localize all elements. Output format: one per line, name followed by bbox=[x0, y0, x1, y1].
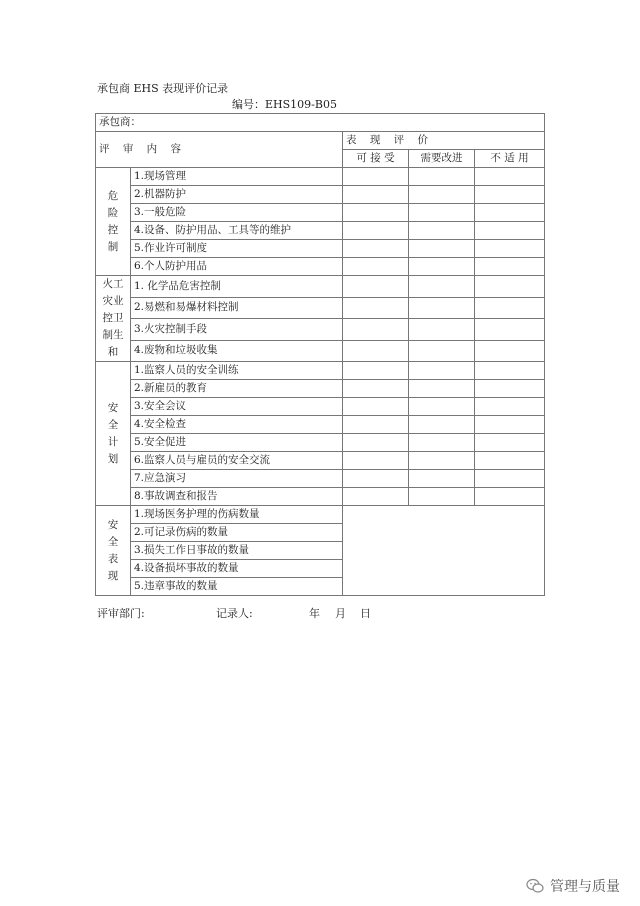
table-row bbox=[96, 186, 545, 204]
acceptable-cell[interactable] bbox=[343, 434, 409, 452]
acceptable-cell[interactable] bbox=[343, 319, 409, 341]
item-label: 2.可记录伤病的数量 bbox=[131, 524, 343, 542]
item-label: 2.机器防护 bbox=[131, 186, 343, 204]
needs-improvement-cell[interactable] bbox=[409, 434, 475, 452]
table-row bbox=[96, 362, 545, 380]
acceptable-cell[interactable] bbox=[343, 488, 409, 506]
col-acceptable: 可 接 受 bbox=[343, 150, 409, 168]
acceptable-cell[interactable] bbox=[343, 222, 409, 240]
table-row bbox=[96, 340, 545, 362]
performance-header: 表 现 评 价 bbox=[343, 132, 545, 150]
category-text: 灾业 bbox=[102, 295, 124, 307]
footer-recorder: 记录人: bbox=[216, 607, 253, 620]
acceptable-cell[interactable] bbox=[343, 186, 409, 204]
needs-improvement-cell[interactable] bbox=[409, 380, 475, 398]
acceptable-cell[interactable] bbox=[343, 204, 409, 222]
needs-improvement-cell[interactable] bbox=[409, 362, 475, 380]
not-applicable-cell[interactable] bbox=[475, 186, 545, 204]
category-text: 表 bbox=[107, 552, 119, 565]
acceptable-cell[interactable] bbox=[343, 380, 409, 398]
needs-improvement-cell[interactable] bbox=[409, 488, 475, 506]
not-applicable-cell[interactable] bbox=[475, 204, 545, 222]
not-applicable-cell[interactable] bbox=[475, 222, 545, 240]
needs-improvement-cell[interactable] bbox=[409, 168, 475, 186]
item-label: 4.设备、防护用品、工具等的维护 bbox=[131, 222, 343, 240]
section-category bbox=[96, 168, 131, 276]
acceptable-cell[interactable] bbox=[343, 362, 409, 380]
not-applicable-cell[interactable] bbox=[475, 240, 545, 258]
category-text: 全 bbox=[107, 418, 119, 431]
category-text: 火工 bbox=[102, 278, 124, 290]
col-needs-improvement: 需要改进 bbox=[409, 150, 475, 168]
item-label: 3.一般危险 bbox=[131, 204, 343, 222]
section-category bbox=[96, 362, 131, 506]
section-category bbox=[96, 276, 131, 362]
category-text: 安 bbox=[107, 518, 119, 531]
needs-improvement-cell[interactable] bbox=[409, 276, 475, 298]
needs-improvement-cell[interactable] bbox=[409, 204, 475, 222]
acceptable-cell[interactable] bbox=[343, 398, 409, 416]
item-label: 5.违章事故的数量 bbox=[131, 578, 343, 596]
item-label: 3.损失工作日事故的数量 bbox=[131, 542, 343, 560]
not-applicable-cell[interactable] bbox=[475, 297, 545, 319]
item-label: 4.安全检查 bbox=[131, 416, 343, 434]
category-text: 现 bbox=[107, 569, 119, 582]
acceptable-cell[interactable] bbox=[343, 240, 409, 258]
contractor-row bbox=[96, 114, 545, 132]
not-applicable-cell[interactable] bbox=[475, 258, 545, 276]
acceptable-cell[interactable] bbox=[343, 258, 409, 276]
not-applicable-cell[interactable] bbox=[475, 168, 545, 186]
needs-improvement-cell[interactable] bbox=[409, 470, 475, 488]
header-row-1 bbox=[96, 132, 545, 150]
table-row bbox=[96, 319, 545, 341]
section-category bbox=[96, 506, 131, 596]
not-applicable-cell[interactable] bbox=[475, 488, 545, 506]
evaluation-table bbox=[95, 113, 545, 596]
acceptable-cell[interactable] bbox=[343, 452, 409, 470]
table-row bbox=[96, 276, 545, 298]
category-text: 划 bbox=[107, 452, 119, 465]
table-row bbox=[96, 204, 545, 222]
contractor-label: 承包商： bbox=[96, 114, 545, 132]
table-row bbox=[96, 168, 545, 186]
category-text: 险 bbox=[107, 206, 119, 219]
category-text: 制 bbox=[107, 240, 119, 253]
watermark-text: 管理与质量 bbox=[550, 879, 620, 895]
item-label: 2.新雇员的教育 bbox=[131, 380, 343, 398]
needs-improvement-cell[interactable] bbox=[409, 258, 475, 276]
table-row bbox=[96, 488, 545, 506]
item-label: 8.事故调查和报告 bbox=[131, 488, 343, 506]
category-text: 控 bbox=[107, 223, 119, 236]
item-label: 3.火灾控制手段 bbox=[131, 319, 343, 341]
category-text: 安 bbox=[107, 401, 119, 414]
not-applicable-cell[interactable] bbox=[475, 434, 545, 452]
acceptable-cell[interactable] bbox=[343, 340, 409, 362]
form-title: 承包商 EHS 表现评价记录 bbox=[97, 82, 229, 95]
acceptable-cell[interactable] bbox=[343, 470, 409, 488]
not-applicable-cell[interactable] bbox=[475, 319, 545, 341]
item-label: 1.现场医务护理的伤病数量 bbox=[131, 506, 343, 524]
item-label: 3.安全会议 bbox=[131, 398, 343, 416]
item-label: 4.废物和垃圾收集 bbox=[131, 340, 343, 362]
item-label: 6.个人防护用品 bbox=[131, 258, 343, 276]
item-label: 1.现场管理 bbox=[131, 168, 343, 186]
item-label: 1.监察人员的安全训练 bbox=[131, 362, 343, 380]
needs-improvement-cell[interactable] bbox=[409, 452, 475, 470]
category-text: 全 bbox=[107, 535, 119, 548]
acceptable-cell[interactable] bbox=[343, 416, 409, 434]
category-text: 制生 bbox=[102, 329, 124, 341]
table-row bbox=[96, 258, 545, 276]
item-label: 5.安全促进 bbox=[131, 434, 343, 452]
needs-improvement-cell[interactable] bbox=[409, 398, 475, 416]
not-applicable-cell[interactable] bbox=[475, 380, 545, 398]
acceptable-cell[interactable] bbox=[343, 297, 409, 319]
footer-month: 月 bbox=[335, 607, 346, 620]
table-row bbox=[96, 222, 545, 240]
table-row bbox=[96, 297, 545, 319]
needs-improvement-cell[interactable] bbox=[409, 240, 475, 258]
needs-improvement-cell[interactable] bbox=[409, 222, 475, 240]
needs-improvement-cell[interactable] bbox=[409, 186, 475, 204]
item-label: 7.应急演习 bbox=[131, 470, 343, 488]
col-not-applicable: 不 适 用 bbox=[475, 150, 545, 168]
table-row bbox=[96, 506, 545, 524]
needs-improvement-cell[interactable] bbox=[409, 319, 475, 341]
not-applicable-cell[interactable] bbox=[475, 340, 545, 362]
not-applicable-cell[interactable] bbox=[475, 470, 545, 488]
not-applicable-cell[interactable] bbox=[475, 398, 545, 416]
needs-improvement-cell[interactable] bbox=[409, 416, 475, 434]
item-label: 6.监察人员与雇员的安全交流 bbox=[131, 452, 343, 470]
table-row bbox=[96, 380, 545, 398]
needs-improvement-cell[interactable] bbox=[409, 297, 475, 319]
merged-blank-cell bbox=[343, 506, 545, 596]
item-label: 2.易燃和易爆材料控制 bbox=[131, 297, 343, 319]
not-applicable-cell[interactable] bbox=[475, 362, 545, 380]
category-text: 和 bbox=[107, 346, 119, 358]
table-row bbox=[96, 452, 545, 470]
not-applicable-cell[interactable] bbox=[475, 416, 545, 434]
footer-year: 年 bbox=[309, 607, 320, 620]
item-label: 4.设备损坏事故的数量 bbox=[131, 560, 343, 578]
not-applicable-cell[interactable] bbox=[475, 452, 545, 470]
table-row bbox=[96, 416, 545, 434]
review-content-header: 评 审 内 容 bbox=[96, 132, 343, 168]
acceptable-cell[interactable] bbox=[343, 276, 409, 298]
item-label: 1. 化学品危害控制 bbox=[131, 276, 343, 298]
category-text: 控卫 bbox=[102, 312, 124, 324]
category-text: 危 bbox=[107, 189, 119, 202]
not-applicable-cell[interactable] bbox=[475, 276, 545, 298]
table-row bbox=[96, 240, 545, 258]
footer-day: 日 bbox=[360, 607, 371, 620]
acceptable-cell[interactable] bbox=[343, 168, 409, 186]
form-code: 编号：EHS109-B05 bbox=[232, 98, 337, 111]
table-row bbox=[96, 398, 545, 416]
needs-improvement-cell[interactable] bbox=[409, 340, 475, 362]
watermark bbox=[526, 876, 620, 896]
category-text: 计 bbox=[107, 435, 119, 448]
table-row bbox=[96, 434, 545, 452]
wechat-icon bbox=[526, 878, 544, 894]
footer-dept: 评审部门: bbox=[97, 607, 145, 620]
table-row bbox=[96, 470, 545, 488]
item-label: 5.作业许可制度 bbox=[131, 240, 343, 258]
